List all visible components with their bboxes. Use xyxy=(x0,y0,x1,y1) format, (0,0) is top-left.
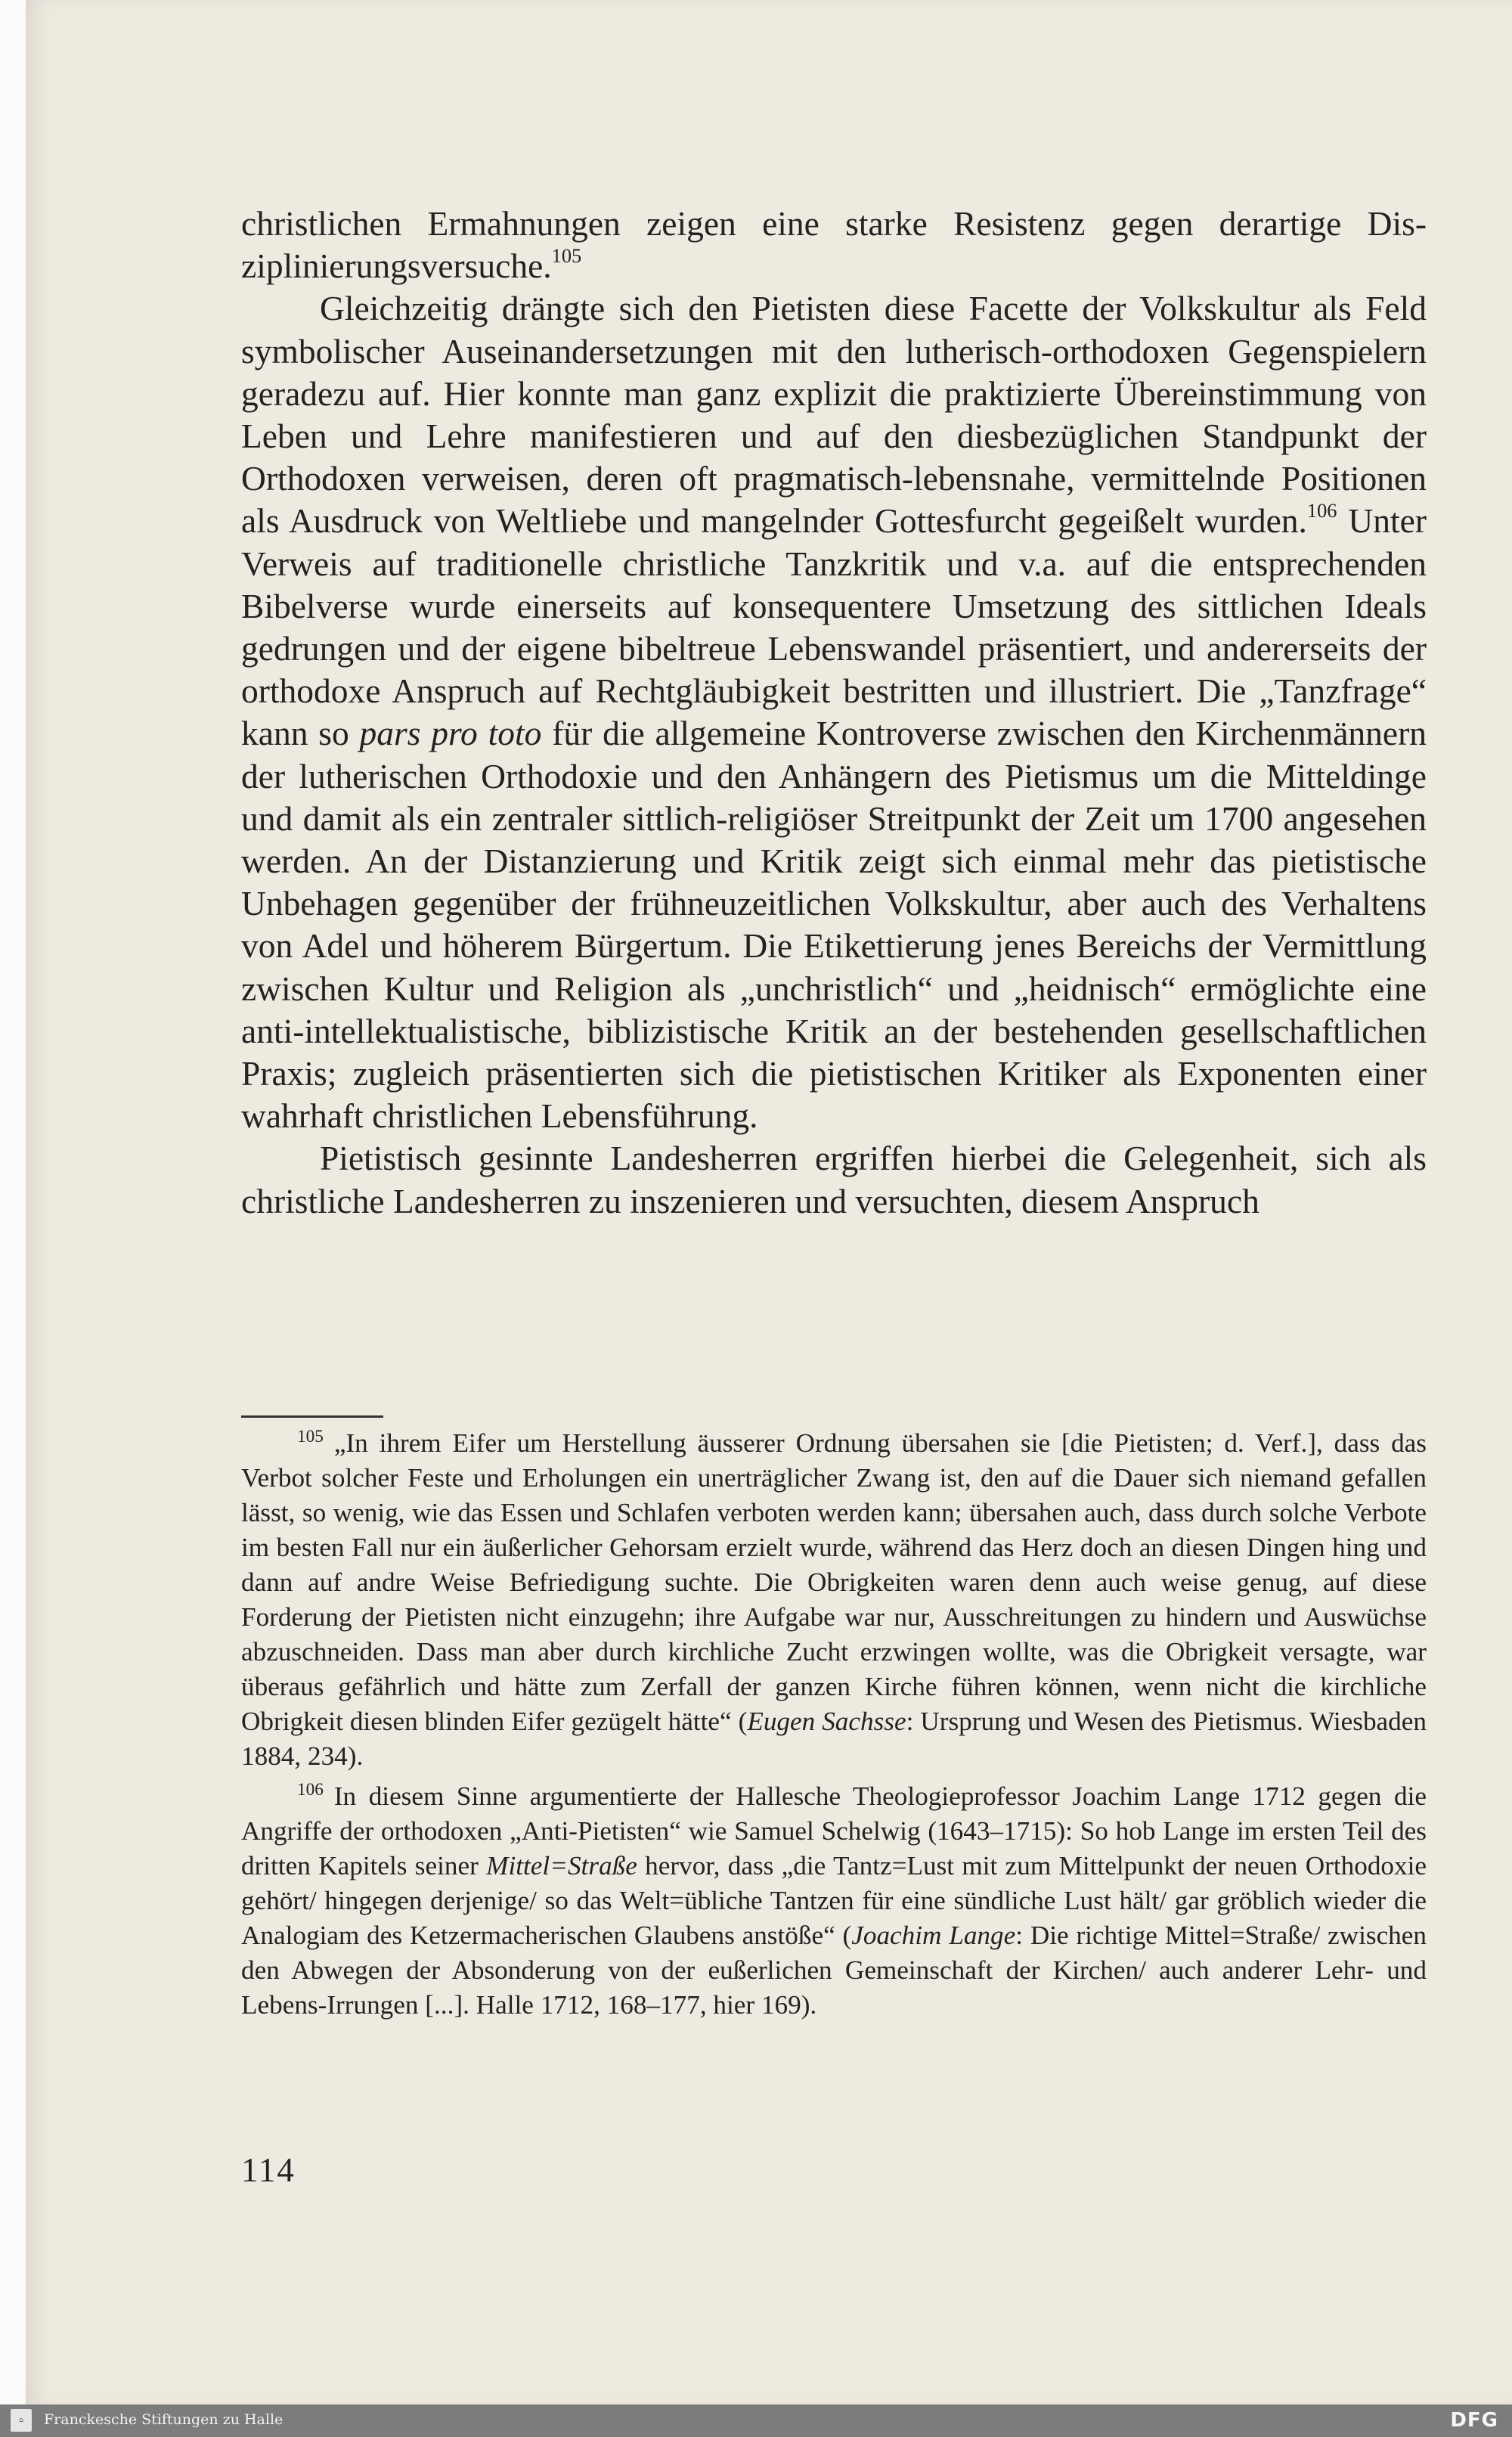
page-number: 114 xyxy=(241,2151,296,2189)
main-text xyxy=(241,203,1427,1223)
footnote-number: 105 xyxy=(297,1427,324,1447)
footnote-105: $^{105}$ „In ihrem Eifer um Herstellung äusserer Ordnung übersahen sie [die Pietisten; d. Verf.], dass das Verbot solcher Feste und Erholungen ein unerträglicher Zwang ist, den auf die Dauer sich niemand gefallen lässt, so wenig, wie das Essen und Schlafen verboten werden kann; übersahen auch, dass durch solche Verbote im besten Fall nur ein äußerlicher Gehorsam erzielt wurde, während das Herz doch an diesen Dingen hing und dann auf andre Weise Befriedigung suchte. Die Obrigkeiten waren denn auch weise genug, auf diese Forderung der Pietisten nicht einzugehn; ihre Aufgabe war nur, Ausschreitungen zu hindern und Auswüchse abzuschneiden. Dass man aber durch kirchliche Zucht erzwingen wollte, was die Obrigkeit versagte, war überaus gefährlich und hätte zum Zerfall der ganzen Kirche führen können, wenn nicht die kirchliche Obrigkeit diesen blinden Eifer gezügelt hätte“ (Eugen Sachsse: Ursprung und Wesen des Pietismus. Wiesbaden 1884, 234). xyxy=(241,1427,1427,1771)
paragraph: christlichen Ermahnungen zeigen eine starke Resistenz gegen derartige Disziplinierungsversuche.$^{105}$ xyxy=(241,204,1427,286)
institution-name: Franckesche Stiftungen zu Halle xyxy=(44,2411,284,2428)
footnote-number: 106 xyxy=(297,1780,324,1800)
footnotes xyxy=(241,1426,1427,2028)
footnote-ref-106[interactable]: 106 xyxy=(1306,499,1337,522)
work-title: Mittel=Straße xyxy=(486,1851,637,1880)
franckesche-stiftungen-logo-icon: ⌂ xyxy=(11,2409,32,2432)
italic-phrase: pars pro toto xyxy=(359,714,542,753)
paragraph: Pietistisch gesinnte Landesherren ergriffen hierbei die Gelegenheit, sich als christliche Landesherren zu inszenieren und versuchten, diesem Anspruch xyxy=(241,1139,1427,1220)
footnote-divider xyxy=(241,1415,383,1418)
page-edge xyxy=(0,0,26,2404)
author-name: Joachim Lange xyxy=(851,1921,1016,1950)
viewer-footer xyxy=(0,2404,1512,2437)
author-name: Eugen Sachsse xyxy=(747,1707,906,1736)
dfg-logo: DFG xyxy=(1450,2409,1498,2432)
footnote-ref-105[interactable]: 105 xyxy=(551,244,582,268)
paragraph: Gleichzeitig drängte sich den Pietisten diese Facette der Volkskultur als Feld symbolischer Auseinandersetzungen mit den lutherisch-orthodoxen Gegenspielern geradezu auf. Hier konnte man ganz explizit die praktizierte Übereinstimmung von Leben und Lehre manifestieren und auf den diesbezüglichen Standpunkt der Orthodoxen verweisen, deren oft pragmatisch-lebensnahe, vermittelnde Positionen als Ausdruck von Weltliebe und mangelnder Gottesfurcht gegeißelt wurden.$^{106}$ Unter Verweis auf traditionelle christliche Tanzkritik und v.a. auf die entsprechenden Bibelverse wurde einerseits auf konsequentere Umsetzung des sittlichen Ideals gedrungen und der eigene bibeltreue Lebenswandel präsentiert, und andererseits der orthodoxe Anspruch auf Rechtgläubigkeit bestritten und illustriert. Die „Tanzfrage“ kann so pars pro toto für die allgemeine Kontroverse zwischen den Kirchenmännern der lutherischen Orthodoxie und den Anhängern des Pietismus um die Mitteldinge und damit als ein zentraler sittlich-religiöser Streitpunkt der Zeit um 1700 angesehen werden. An der Distanzierung und Kritik zeigt sich einmal mehr das pietistische Unbehagen gegenüber der frühneuzeitlichen Volkskultur, aber auch des Verhaltens von Adel und höherem Bürgertum. Die Etikettierung jenes Bereichs der Vermittlung zwischen Kultur und Religion als „unchristlich“ und „heidnisch“ ermöglichte eine anti-intellektualistische, biblizistische Kritik an der bestehenden gesellschaftlichen Praxis; zugleich präsentierten sich die pietistischen Kritiker als Exponenten einer wahrhaft christlichen Lebensführung. xyxy=(241,289,1427,1136)
footnote-106: $^{106}$ In diesem Sinne argumentierte der Hallesche Theologieprofessor Joachim Lange 1712 gegen die Angriffe der orthodoxen „Anti-Pietisten“ wie Samuel Schelwig (1643–1715): So hob Lange im ersten Teil des dritten Kapitels seiner Mittel=Straße hervor, dass „die Tantz=Lust mit zum Mittelpunkt der neuen Orthodoxie gehört/ hingegen derjenige/ so das Welt=übliche Tantzen für eine sündliche Lust hält/ gar gröblich wieder die Analogiam des Ketzermacherischen Glaubens anstöße“ (Joachim Lange: Die richtige Mittel=Straße/ zwischen den Abwegen der Absonderung von der eußerlichen Gemeinschaft der Kirchen/ auch anderer Lehr- und Lebens-Irrungen [...]. Halle 1712, 168–177, hier 169). xyxy=(241,1780,1427,2020)
